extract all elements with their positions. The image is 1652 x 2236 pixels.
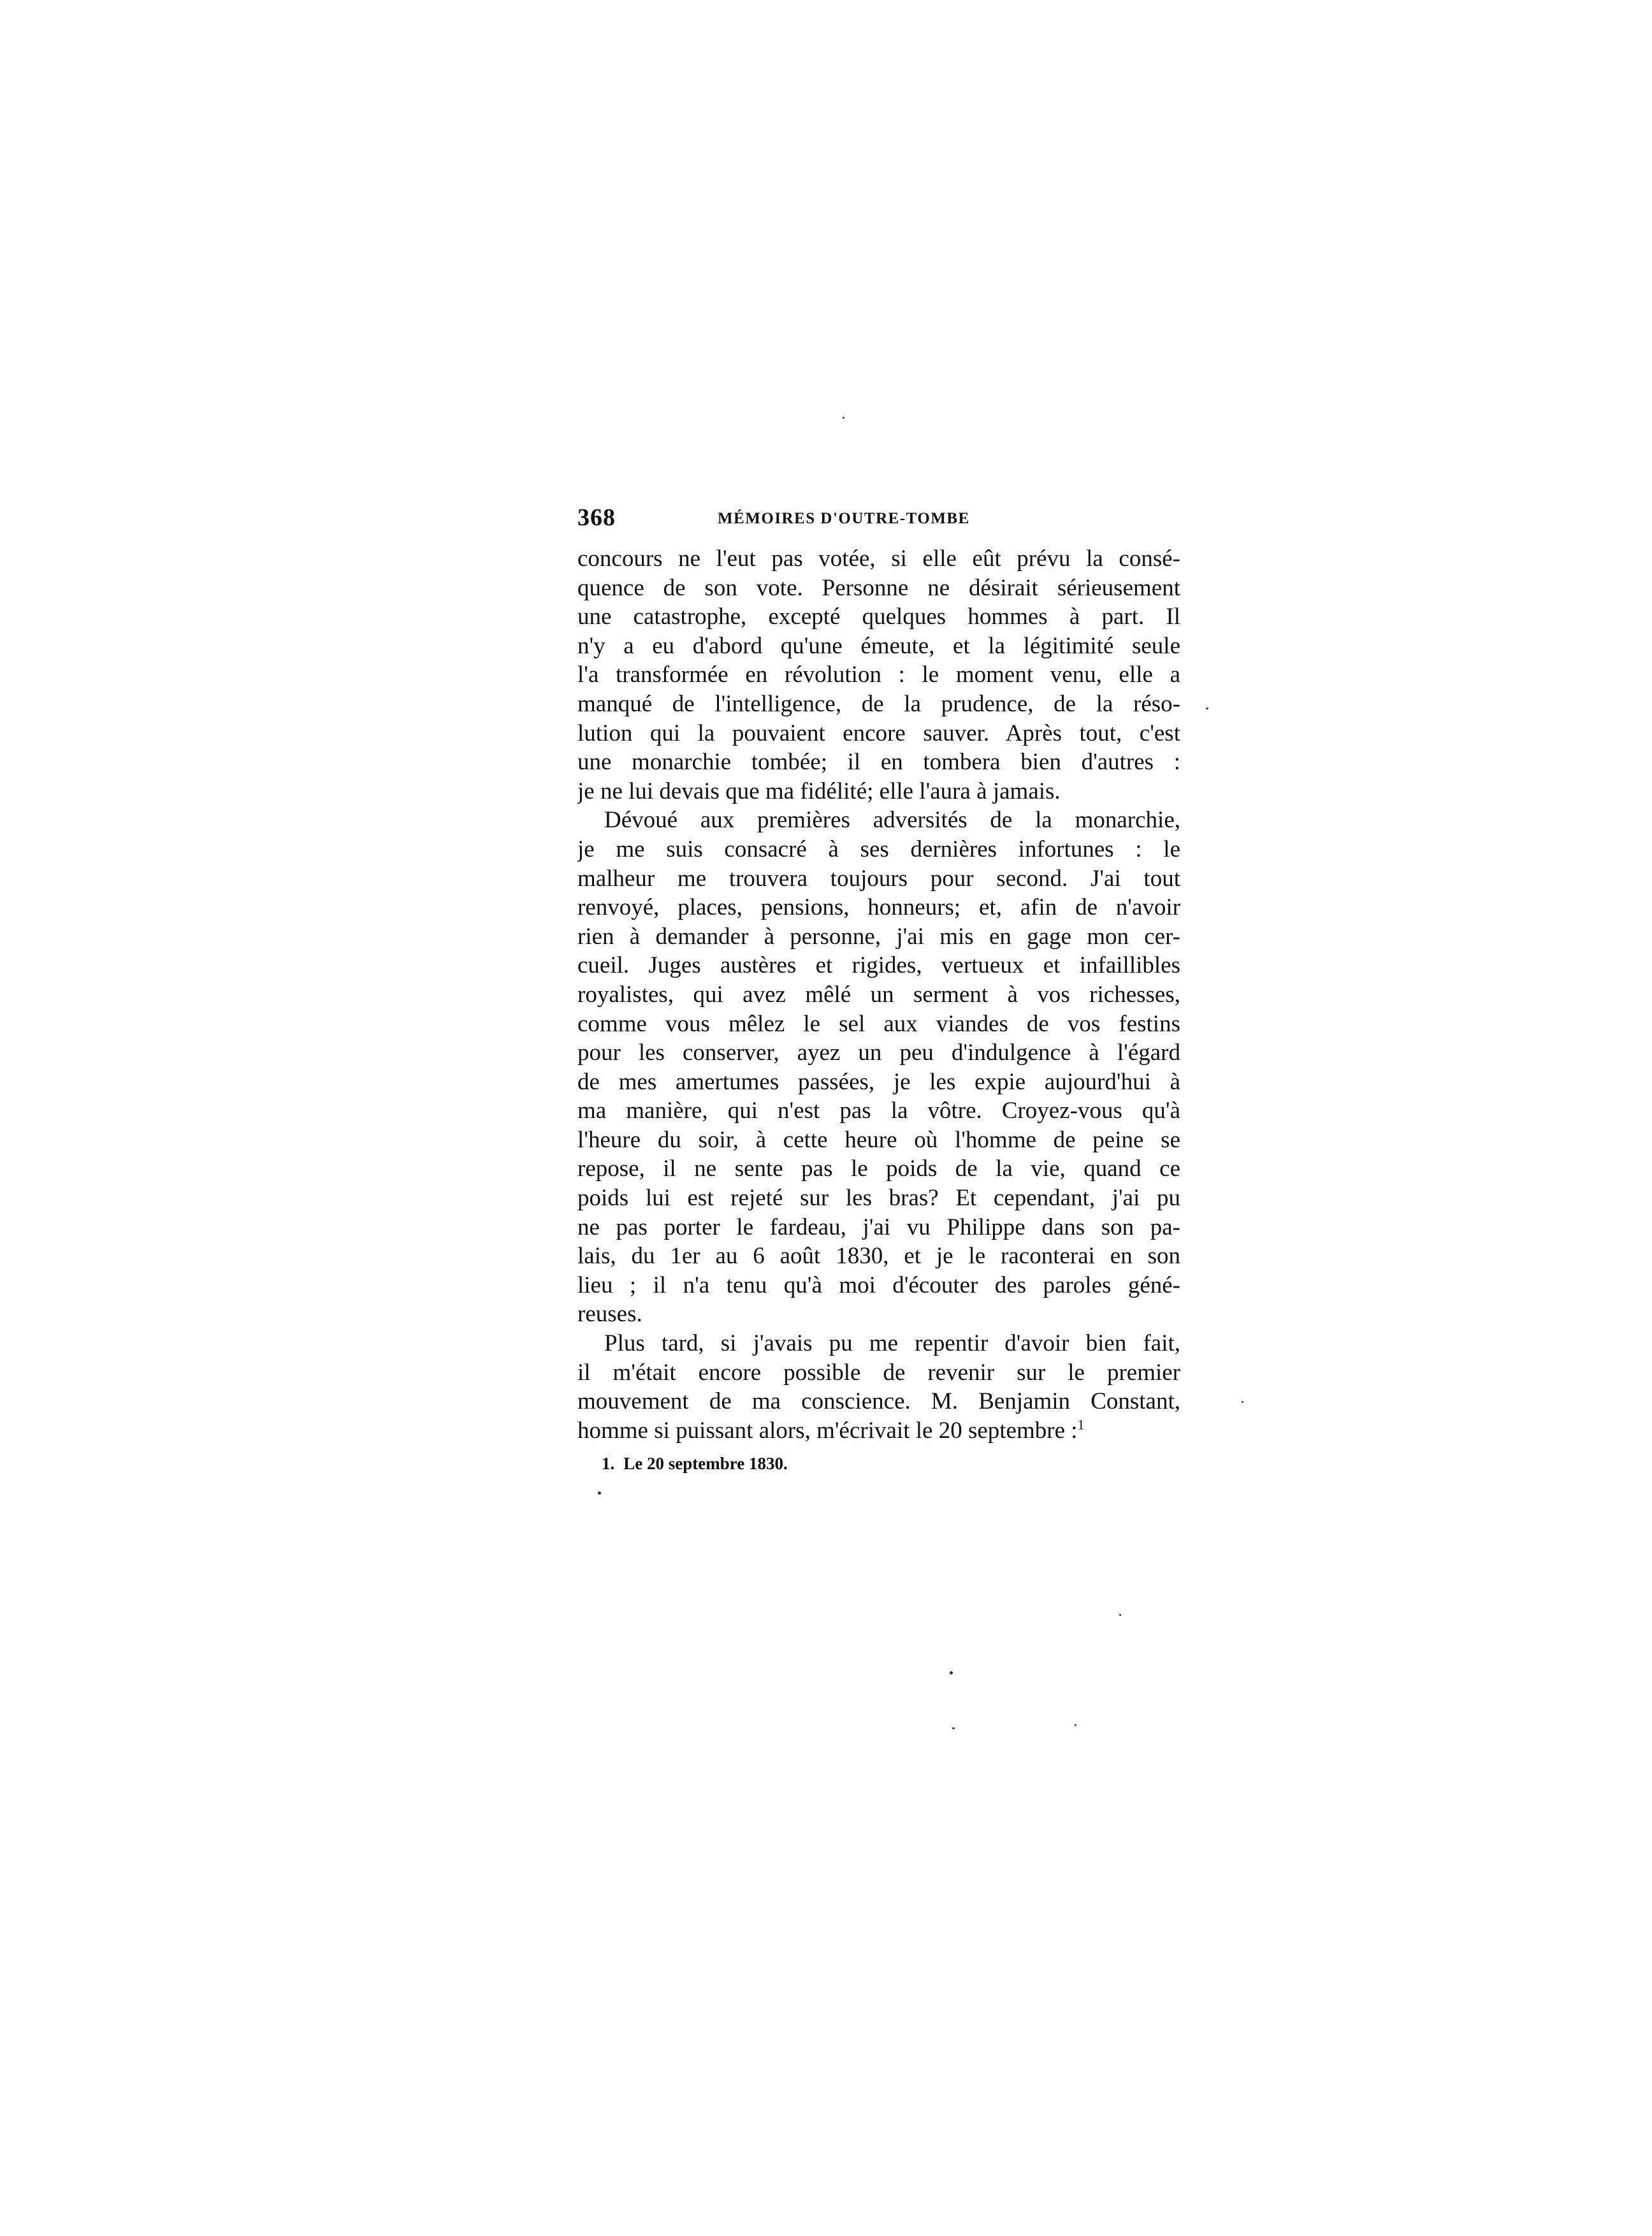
- text-line: l'heure du soir, à cette heure où l'homme de peine se: [577, 1126, 1180, 1153]
- text-line: de mes amertumes passées, je les expie aujourd'hui à: [577, 1068, 1180, 1095]
- scan-speck: [1075, 1724, 1076, 1726]
- text-line: je ne lui devais que ma fidélité; elle l'aura à jamais.: [577, 778, 1061, 804]
- text-line-content: homme si puissant alors, m'écrivait le 20 septembre :: [577, 1417, 1078, 1444]
- text-line: lieu ; il n'a tenu qu'à moi d'écouter des paroles géné-: [577, 1272, 1180, 1298]
- text-line: poids lui est rejeté sur les bras? Et cependant, j'ai pu: [577, 1185, 1180, 1212]
- text-line: n'y a eu d'abord qu'une émeute, et la légitimité seule: [577, 632, 1180, 659]
- text-line: mouvement de ma conscience. M. Benjamin Constant,: [577, 1388, 1180, 1415]
- text-line: je me suis consacré à ses dernières infortunes : le: [577, 836, 1180, 862]
- footnote-reference: 1: [1077, 1416, 1085, 1433]
- footnote-number: 1.: [602, 1454, 615, 1474]
- scan-speck: [598, 1492, 601, 1495]
- scan-speck: [843, 417, 844, 419]
- book-page: [577, 504, 1180, 1474]
- text-line: pour les conserver, ayez un peu d'indulgence à l'égard: [577, 1040, 1180, 1066]
- scan-speck: [952, 1727, 955, 1729]
- running-head: [577, 504, 1180, 539]
- text-line: une monarchie tombée; il en tombera bien d'autres :: [577, 749, 1180, 776]
- footnote-text: Le 20 septembre 1830.: [623, 1454, 788, 1474]
- text-line: lution qui la pouvaient encore sauver. Après tout, c'est: [577, 720, 1180, 746]
- text-line: Plus tard, si j'avais pu me repentir d'avoir bien fait,: [604, 1330, 1180, 1357]
- running-title: MÉMOIRES D'OUTRE-TOMBE: [718, 510, 970, 527]
- text-line: comme vous mêlez le sel aux viandes de vos festins: [577, 1010, 1180, 1037]
- scan-speck: [1206, 708, 1208, 709]
- text-line: l'a transformée en révolution : le moment venu, elle a: [577, 662, 1180, 688]
- footnote: [577, 1453, 1180, 1474]
- text-line: quence de son vote. Personne ne désirait sérieusement: [577, 574, 1180, 601]
- text-line: manqué de l'intelligence, de la prudence, de la réso-: [577, 690, 1180, 717]
- scan-speck: [1242, 1401, 1243, 1403]
- text-line: reuses.: [577, 1301, 642, 1328]
- text-line: une catastrophe, excepté quelques hommes à part. Il: [577, 604, 1180, 630]
- text-line: ne pas porter le fardeau, j'ai vu Philippe dans son pa-: [577, 1214, 1180, 1240]
- scan-speck: [950, 1671, 953, 1674]
- text-line-with-footnote-ref: [577, 1416, 1180, 1446]
- scan-speck: [1119, 1614, 1121, 1616]
- page-number: 368: [577, 504, 616, 531]
- text-line: cueil. Juges austères et rigides, vertueux et infaillibles: [577, 952, 1180, 979]
- text-line: renvoyé, places, pensions, honneurs; et, afin de n'avoir: [577, 894, 1180, 921]
- text-line: ma manière, qui n'est pas la vôtre. Croyez-vous qu'à: [577, 1098, 1180, 1124]
- text-line: concours ne l'eut pas votée, si elle eût prévu la consé-: [577, 546, 1180, 572]
- body-text: [577, 544, 1180, 1445]
- text-line: Dévoué aux premières adversités de la monarchie,: [604, 807, 1180, 834]
- text-line: malheur me trouvera toujours pour second. J'ai tout: [577, 865, 1180, 892]
- text-line: rien à demander à personne, j'ai mis en gage mon cer-: [577, 923, 1180, 950]
- text-line: il m'était encore possible de revenir sur le premier: [577, 1359, 1180, 1386]
- text-line: royalistes, qui avez mêlé un serment à vos richesses,: [577, 981, 1180, 1008]
- text-line: repose, il ne sente pas le poids de la vie, quand ce: [577, 1156, 1180, 1182]
- text-line: lais, du 1er au 6 août 1830, et je le raconterai en son: [577, 1243, 1180, 1270]
